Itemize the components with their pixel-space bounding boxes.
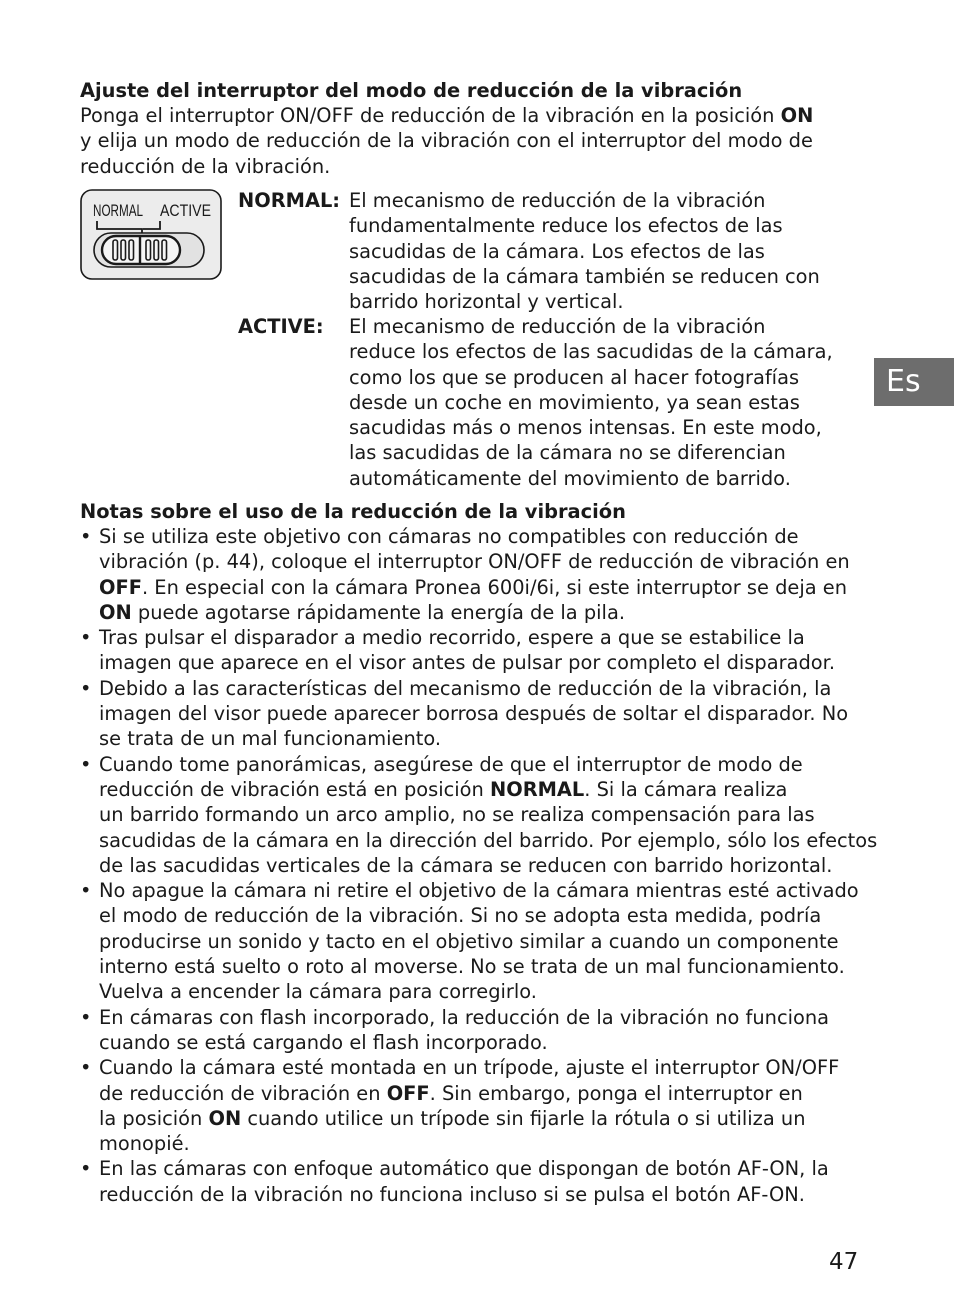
definition-description: El mecanismo de reducción de la vibración fundamentalmente reduce los efectos de las sacudidas de la cámara. Los efectos de las sacudidas de la cámara también se reducen con barrido horizontal y vertical. <box>349 189 820 314</box>
intro-text: Ponga el interruptor ON/OFF de reducción de la vibración en la posición <box>80 104 781 127</box>
list-item: • Cuando tome panorámicas, asegúrese de que el interruptor de modo de reducción de vibración está en posición NORMAL. Si la cámara realiza un barrido formando un arco amplio, no se realiza compensación para las sacudidas de la cámara en la dirección del barrido. Por ejemplo, sólo los efectos de las sacudidas verticales de la cámara se reducen con barrido horizontal. <box>80 752 878 877</box>
bullet: • <box>80 525 92 548</box>
on-keyword: ON <box>780 104 814 127</box>
bullet: • <box>80 676 92 700</box>
list-item: • Si se utiliza este objetivo con cámaras no compatibles con reducción de vibración (p. 44), coloque el interruptor ON/OFF de reducción de vibración en OFF. En especial con la cámara Pronea 600i/6i, si este interruptor se deja en ON puede agotarse rápidamente la energía de la pila. <box>80 525 850 624</box>
list-item: • En las cámaras con enfoque automático que dispongan de botón AF-ON, la reducción de la vibración no funciona incluso si se pulsa el botón AF-ON. <box>80 1157 829 1206</box>
intro-text: reducción de la vibración. <box>80 154 331 178</box>
bullet: • <box>80 1056 92 1080</box>
definition-term: ACTIVE: <box>238 315 324 338</box>
list-item: • Tras pulsar el disparador a medio recorrido, espere a que se estabilice la imagen que aparece en el visor antes de pulsar por completo el disparador. <box>80 626 835 675</box>
intro-text: y elija un modo de reducción de la vibración con el interruptor del modo de <box>80 129 813 153</box>
bullet: • <box>80 1005 92 1029</box>
list-item: • En cámaras con flash incorporado, la reducción de la vibración no funciona cuando se está cargando el flash incorporado. <box>80 1005 830 1054</box>
bullet: • <box>80 626 92 650</box>
bullet: • <box>80 1157 92 1181</box>
intro-paragraph <box>80 103 840 179</box>
notes-list <box>80 524 878 1207</box>
bullet: • <box>80 752 92 776</box>
list-item: • Cuando la cámara esté montada en un trípode, ajuste el interruptor ON/OFF de reducción de vibración en OFF. Sin embargo, ponga el interruptor en la posición ON cuando utilice un trípode sin fijarle la rótula o si utiliza un monopié. <box>80 1056 840 1156</box>
active-label: ACTIVE <box>160 201 211 220</box>
language-tab: Es <box>874 358 954 406</box>
definition-description: El mecanismo de reducción de la vibración reduce los efectos de las sacudidas de la cámara, como los que se producen al hacer fotografías desde un coche en movimiento, ya sean estas sacudidas más o menos intensas. En este modo, las sacudidas de la cámara no se diferencian automáticamente del movimiento de barrido. <box>349 315 833 490</box>
normal-label: NORMAL <box>93 201 143 220</box>
section-heading-vr-mode: Ajuste del interruptor del modo de reducción de la vibración <box>80 79 743 102</box>
vr-mode-switch-illustration <box>80 189 222 280</box>
section-heading-notes: Notas sobre el uso de la reducción de la vibración <box>80 500 626 523</box>
list-item: • Debido a las características del mecanismo de reducción de la vibración, la imagen del visor puede aparecer borrosa después de soltar el disparador. No se trata de un mal funcionamiento. <box>80 676 849 751</box>
bullet: • <box>80 879 92 903</box>
list-item: • No apague la cámara ni retire el objetivo de la cámara mientras esté activado el modo de reducción de la vibración. Si no se adopta esta medida, podría producirse un sonido y tacto en el objetivo similar a cuando un componente interno está suelto o roto al moverse. No se trata de un mal funcionamiento. Vuelva a encender la cámara para corregirlo. <box>80 879 859 1004</box>
page-number: 47 <box>829 1249 859 1275</box>
definition-term: NORMAL: <box>238 189 341 212</box>
